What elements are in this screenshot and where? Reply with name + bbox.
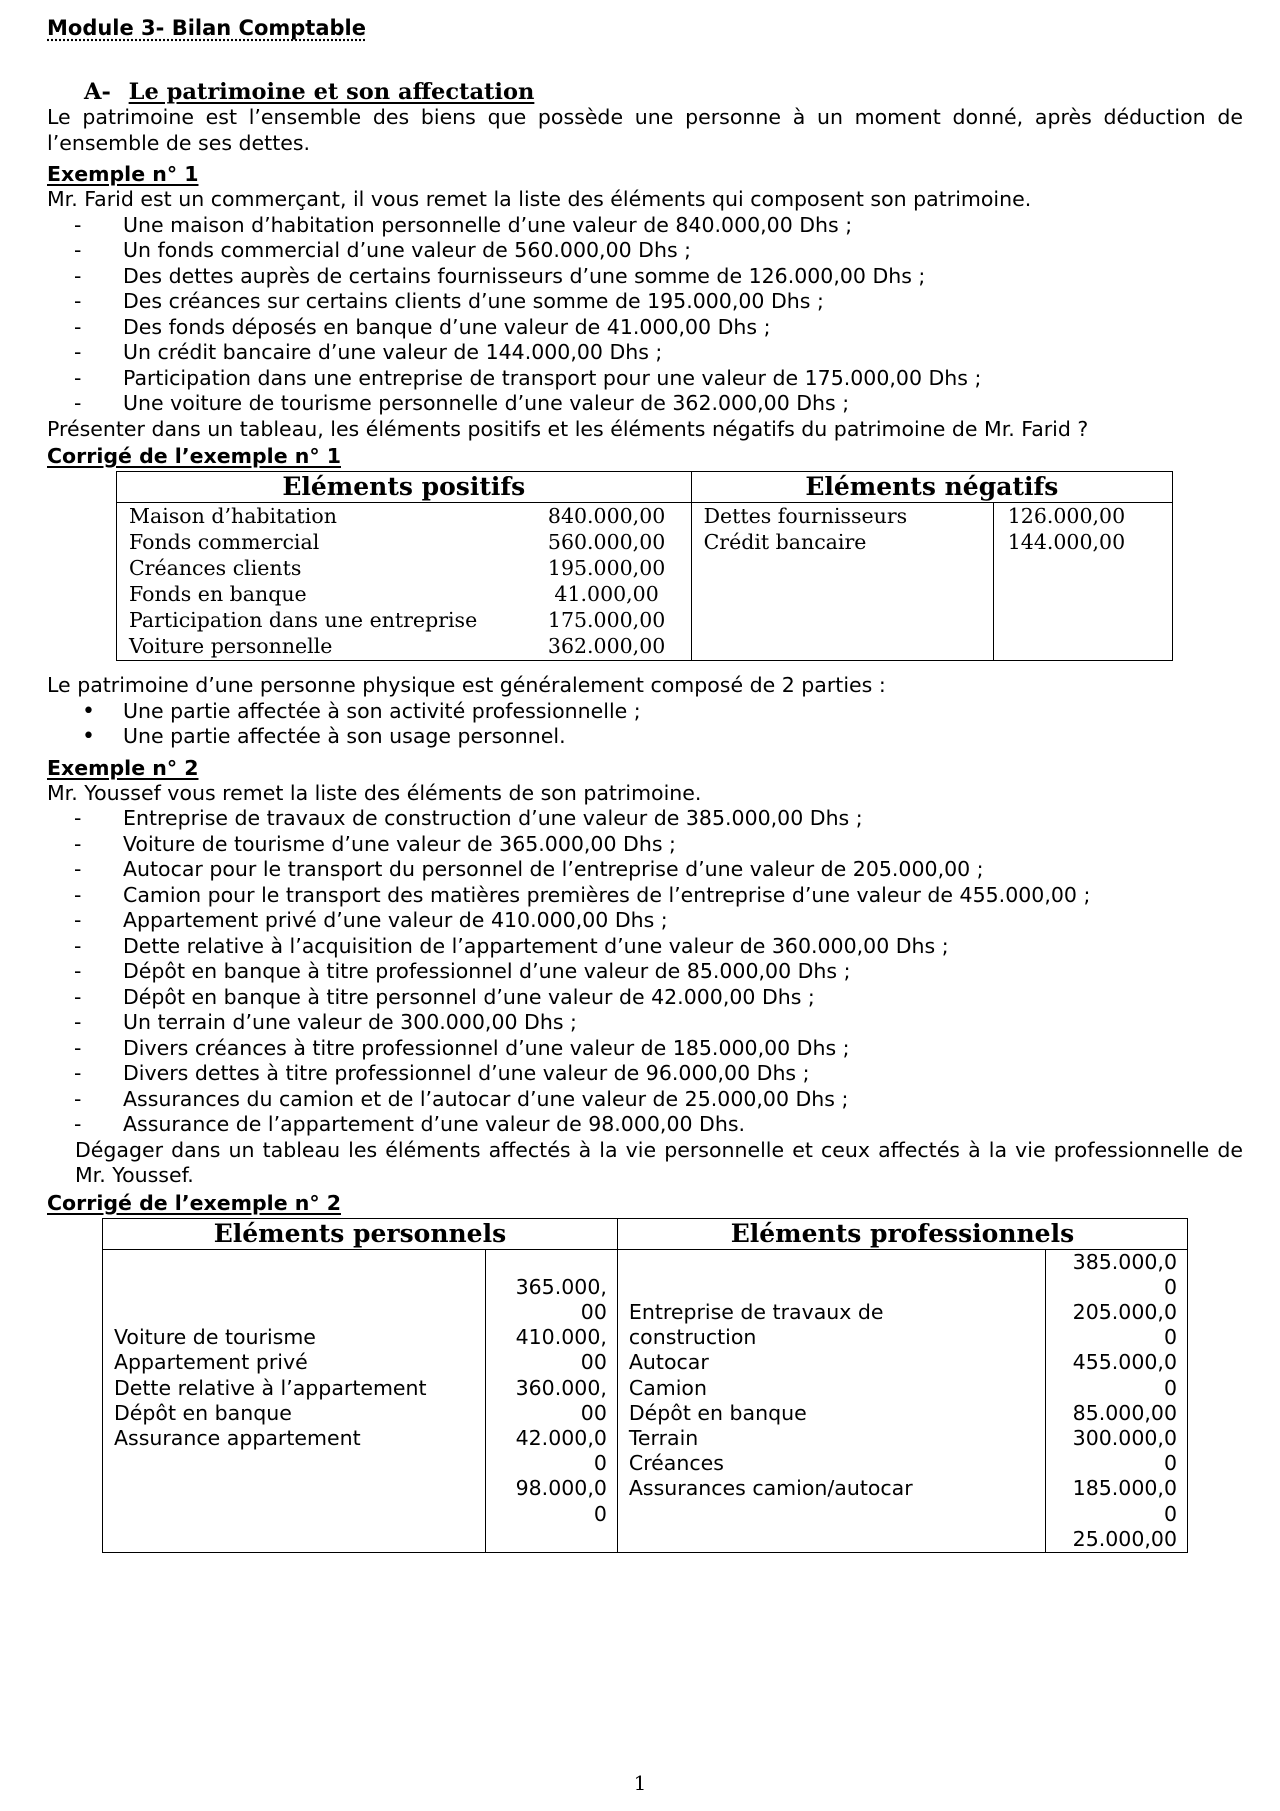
document-page <box>47 16 1243 1553</box>
professional-name: Terrain <box>628 1425 699 1450</box>
personal-value-line: 0 <box>593 1451 607 1476</box>
negative-name <box>691 581 993 607</box>
personal-value-line: 365.000, <box>515 1274 607 1299</box>
correction1-table <box>116 471 1173 661</box>
negative-value <box>993 633 1172 661</box>
negative-value <box>993 555 1172 581</box>
positive-header: Eléments positifs <box>117 472 692 503</box>
professional-name: construction <box>628 1325 757 1350</box>
example2-title: Exemple n° 2 <box>47 755 199 780</box>
module-title: Module 3- Bilan Comptable <box>47 16 366 40</box>
list-item: - Participation dans une entreprise de transport pour une valeur de 175.000,00 Dhs ; <box>47 366 1243 392</box>
professional-value-line: 0 <box>1163 1325 1177 1350</box>
definition-paragraph: Le patrimoine est l’ensemble des biens que possède une personne à un moment donné, après déduction de l’ensemble de ses dettes. <box>47 105 1243 155</box>
table-row <box>117 633 1173 661</box>
professional-value-line: 455.000,0 <box>1072 1350 1177 1375</box>
personal-name: Voiture de tourisme <box>114 1325 316 1350</box>
list-item: - Appartement privé d’une valeur de 410.000,00 Dhs ; <box>47 908 1243 934</box>
positive-name: Voiture personnelle <box>129 634 333 658</box>
positive-value: 195.000,00 <box>523 555 691 581</box>
example2-question: Dégager dans un tableau les éléments affectés à la vie personnelle et ceux affectés à la vie professionnelle de Mr. Youssef. <box>75 1137 1243 1187</box>
professional-header: Eléments professionnels <box>617 1218 1187 1249</box>
positive-value: 560.000,00 <box>523 529 691 555</box>
list-item: - Assurance de l’appartement d’une valeur de 98.000,00 Dhs. <box>47 1112 1243 1138</box>
list-item: - Dépôt en banque à titre personnel d’une valeur de 42.000,00 Dhs ; <box>47 985 1243 1011</box>
list-item: - Des dettes auprès de certains fournisseurs d’une somme de 126.000,00 Dhs ; <box>47 264 1243 290</box>
personal-name: Dette relative à l’appartement <box>114 1375 427 1400</box>
example1-question: Présenter dans un tableau, les éléments positifs et les éléments négatifs du patrimoine de Mr. Farid ? <box>47 416 1089 441</box>
section-heading <box>84 79 1243 105</box>
personal-name: Assurance appartement <box>114 1425 361 1450</box>
list-item: - Entreprise de travaux de construction d’une valeur de 385.000,00 Dhs ; <box>47 806 1243 832</box>
professional-value-line: 185.000,0 <box>1072 1476 1177 1501</box>
list-item: - Une maison d’habitation personnelle d’une valeur de 840.000,00 Dhs ; <box>47 213 1243 239</box>
positive-name: Créances clients <box>129 556 302 580</box>
correction2-title: Corrigé de l’exemple n° 2 <box>47 1190 341 1215</box>
personal-values-cell <box>486 1249 617 1552</box>
correction2-table <box>102 1218 1188 1553</box>
personal-value-line: 410.000, <box>515 1325 607 1350</box>
negative-name: Crédit bancaire <box>691 529 993 555</box>
professional-name: Entreprise de travaux de <box>628 1299 884 1324</box>
professional-names-cell <box>617 1249 1046 1552</box>
negative-value <box>993 581 1172 607</box>
list-item: - Une voiture de tourisme personnelle d’une valeur de 362.000,00 Dhs ; <box>47 391 1243 417</box>
example1-list <box>47 213 1243 417</box>
table-row <box>117 555 1173 581</box>
list-item: - Camion pour le transport des matières premières de l’entreprise d’une valeur de 455.000,00 ; <box>47 883 1243 909</box>
professional-name: Créances <box>628 1451 724 1476</box>
professional-name: Assurances camion/autocar <box>628 1476 913 1501</box>
correction1-title: Corrigé de l’exemple n° 1 <box>47 444 341 468</box>
professional-name: Autocar <box>628 1350 709 1375</box>
personal-value-line: 00 <box>580 1400 607 1425</box>
personal-header: Eléments personnels <box>103 1218 618 1249</box>
personal-value-line: 360.000, <box>515 1375 607 1400</box>
negative-name <box>691 633 993 661</box>
list-item: - Un crédit bancaire d’une valeur de 144.000,00 Dhs ; <box>47 340 1243 366</box>
list-item: - Divers créances à titre professionnel d’une valeur de 185.000,00 Dhs ; <box>47 1036 1243 1062</box>
list-item: - Autocar pour le transport du personnel de l’entreprise d’une valeur de 205.000,00 ; <box>47 857 1243 883</box>
professional-value-line: 25.000,00 <box>1072 1526 1177 1551</box>
page-number: 1 <box>633 1771 647 1795</box>
professional-value-line: 0 <box>1163 1375 1177 1400</box>
personal-names-cell <box>103 1249 486 1552</box>
positive-value: 362.000,00 <box>523 633 691 661</box>
negative-value: 126.000,00 <box>1007 504 1126 528</box>
list-item: - Des fonds déposés en banque d’une valeur de 41.000,00 Dhs ; <box>47 315 1243 341</box>
composition-list <box>47 699 1243 750</box>
example1-intro: Mr. Farid est un commerçant, il vous remet la liste des éléments qui composent son patrimoine. <box>47 187 1032 211</box>
example2-intro: Mr. Youssef vous remet la liste des éléments de son patrimoine. <box>47 780 702 805</box>
table-row <box>117 503 1173 530</box>
personal-value-line: 98.000,0 <box>515 1476 607 1501</box>
personal-value-line: 00 <box>580 1299 607 1324</box>
list-item: - Divers dettes à titre professionnel d’une valeur de 96.000,00 Dhs ; <box>47 1061 1243 1087</box>
negative-name <box>691 555 993 581</box>
list-item: - Des créances sur certains clients d’une somme de 195.000,00 Dhs ; <box>47 289 1243 315</box>
positive-value: 175.000,00 <box>523 607 691 633</box>
positive-value: 840.000,00 <box>523 503 691 530</box>
section-letter: A- <box>84 79 111 105</box>
negative-name <box>691 607 993 633</box>
section-title: Le patrimoine et son affectation <box>128 79 535 105</box>
professional-values-cell <box>1046 1249 1188 1552</box>
personal-value-line: 00 <box>580 1350 607 1375</box>
list-item: - Dépôt en banque à titre professionnel d’une valeur de 85.000,00 Dhs ; <box>47 959 1243 985</box>
negative-value: 144.000,00 <box>1007 530 1126 554</box>
professional-name: Dépôt en banque <box>628 1400 807 1425</box>
positive-name: Fonds en banque <box>129 582 307 606</box>
negative-header: Eléments négatifs <box>691 472 1172 503</box>
list-item: • Une partie affectée à son usage personnel. <box>47 724 1243 750</box>
personal-name: Dépôt en banque <box>114 1400 292 1425</box>
professional-value-line: 0 <box>1163 1501 1177 1526</box>
list-item: - Un terrain d’une valeur de 300.000,00 Dhs ; <box>47 1010 1243 1036</box>
personal-value-line: 0 <box>593 1501 607 1526</box>
professional-value-line: 205.000,0 <box>1072 1299 1177 1324</box>
list-item: • Une partie affectée à son activité professionnelle ; <box>47 699 1243 725</box>
positive-name: Fonds commercial <box>129 530 320 554</box>
list-item: - Un fonds commercial d’une valeur de 560.000,00 Dhs ; <box>47 238 1243 264</box>
table-row <box>117 581 1173 607</box>
negative-name: Dettes fournisseurs <box>691 503 993 530</box>
table-row <box>117 607 1173 633</box>
professional-name: Camion <box>628 1375 707 1400</box>
composition-intro: Le patrimoine d’une personne physique est généralement composé de 2 parties : <box>47 673 886 697</box>
personal-name: Appartement privé <box>114 1350 308 1375</box>
negative-value <box>993 607 1172 633</box>
list-item: - Dette relative à l’acquisition de l’appartement d’une valeur de 360.000,00 Dhs ; <box>47 934 1243 960</box>
list-item: - Assurances du camion et de l’autocar d’une valeur de 25.000,00 Dhs ; <box>47 1087 1243 1113</box>
professional-value-line: 385.000,0 <box>1072 1249 1177 1274</box>
professional-value-line: 0 <box>1163 1274 1177 1299</box>
positive-value: 41.000,00 <box>523 581 691 607</box>
table-row <box>103 1249 1188 1552</box>
personal-value-line: 42.000,0 <box>515 1425 607 1450</box>
list-item: - Voiture de tourisme d’une valeur de 365.000,00 Dhs ; <box>47 832 1243 858</box>
positive-name: Participation dans une entreprise <box>129 608 478 632</box>
professional-value-line: 85.000,00 <box>1072 1400 1177 1425</box>
example1-title: Exemple n° 1 <box>47 162 199 186</box>
professional-value-line: 0 <box>1163 1451 1177 1476</box>
example2-list <box>47 806 1243 1138</box>
positive-name: Maison d’habitation <box>129 504 337 528</box>
table-row <box>117 529 1173 555</box>
professional-value-line: 300.000,0 <box>1072 1425 1177 1450</box>
